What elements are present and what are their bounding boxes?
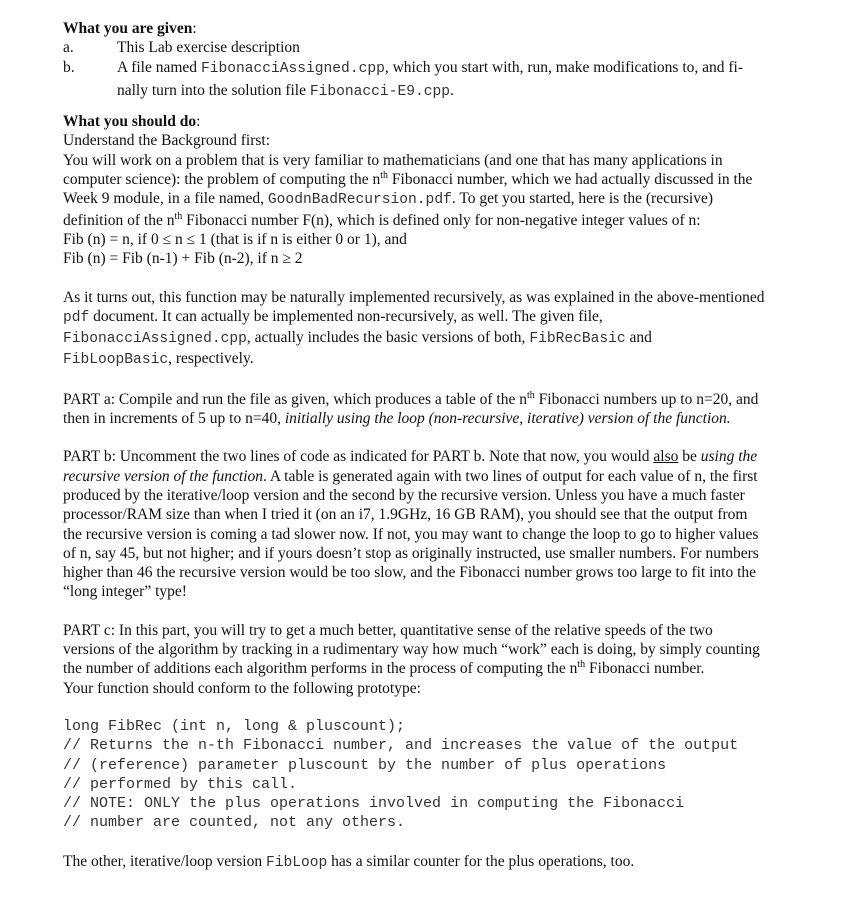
code-line: // (reference) parameter pluscount by the number of plus operations	[63, 756, 667, 774]
filename: FibRecBasic	[529, 331, 626, 348]
part-c-section: PART c: In this part, you will try to get a much better, quantitative sense of the relative speeds of the two versions of the algorithm by tracking in a rudimentary way how much “work” each is doing, by simply counting the number of additions each algorithm performs in the process of computing the $n^{th}$ Fibonacci number. Your function should conform to the following prototype:	[63, 621, 760, 697]
filename: FibonacciAssigned.cpp	[63, 331, 247, 348]
fib-base-case: Fib (n) = n, if 0 ≤ n ≤ 1 (that is if n is either 0 or 1), and	[63, 230, 407, 248]
code-line: // NOTE: ONLY the plus operations involved in computing the Fibonacci	[63, 795, 685, 813]
given-heading: What you are given	[63, 20, 193, 37]
code-line: // number are counted, not any others.	[63, 814, 406, 832]
code-line: long FibRec (int n, long & pluscount);	[63, 717, 406, 735]
code-line: // performed by this call.	[63, 775, 298, 793]
closing-paragraph: The other, iterative/loop version FibLoop has a similar counter for the plus operations, too.	[63, 852, 635, 871]
part-a-section: PART a: Compile and run the file as given, which produces a table of the $n^{th}$ Fibonacci numbers up to n=20, and then in increments of 5 up to n=40, initially using the loop (non-recursive, iterative) version of the function.	[63, 389, 759, 428]
code-block	[63, 717, 823, 833]
fib-recursive-case: Fib (n) = Fib (n-1) + Fib (n-2), if n ≥ 2	[63, 250, 303, 268]
todo-section: What you should do: Understand the Background first: You will work on a problem that is very familiar to mathematicians (and one that has many applications in computer science): the problem of computing the $n^{th}$ Fibonacci number, which we had actually discussed in the Week 9 module, in a file named, GoodnBadRecursion.pdf. To get you started, here is the (recursive) definition of the $n^{th}$ Fibonacci number F(n), which is defined only for non-negative integer values of n: Fib (n) = n, if 0 ≤ n ≤ 1 (that is if n is either 0 or 1), and Fib (n) = Fib (n-1) + Fib (n-2), if n ≥ 2	[63, 112, 823, 268]
filename: FibonacciAssigned.cpp	[200, 60, 385, 77]
filename: GoodnBadRecursion.pdf	[267, 192, 452, 209]
list-item: b. A file named FibonacciAssigned.cpp, which you start with, run, make modifications to, and fi- nally turn into the solution file Fibonacci-E9.cpp.	[63, 58, 744, 100]
list-item: a. This Lab exercise description	[63, 39, 300, 57]
given-section: What you are given: a. This Lab exercise description b. A file named FibonacciAssigned.cpp, which you start with, run, make modifications to, and fi- nally turn into the solution file Fibonacci-E9.cpp.	[63, 19, 823, 102]
todo-heading: What you should do	[63, 113, 197, 131]
turns-section: As it turns out, this function may be naturally implemented recursively, as was explained in the above-mentioned pdf document. It can actually be implemented non-recursively, as well. The given file, FibonacciAssigned.cpp, actually includes the basic versions of both, FibRecBasic and FibLoopBasic, respectively.	[63, 288, 765, 369]
filename: FibLoopBasic	[63, 352, 169, 369]
part-b-section: PART b: Uncomment the two lines of code as indicated for PART b. Note that now, you would also be using the recursive version of the function. A table is generated again with two lines of output for each value of n, the first produced by the iterative/loop version and the second by the recursive version. Unless you have a much faster processor/RAM size than when I tried it (on an i7, 1.9GHz, 16 GB RAM), you should see that the output from the recursive version is coming a tad slower now. If not, you may want to change the loop to go to higher values of n, say 45, but not higher; and if yours doesn’t stop as originally instructed, use smaller numbers. For numbers higher than 46 the recursive version would be too slow, and the Fibonacci number grows too large to fit into the “long integer” type!	[63, 448, 759, 601]
filename: FibLoop	[265, 854, 328, 871]
code-line: // Returns the n-th Fibonacci number, and increases the value of the output	[63, 737, 739, 755]
lab-document	[63, 19, 823, 873]
filename: Fibonacci-E9.cpp	[309, 83, 450, 100]
